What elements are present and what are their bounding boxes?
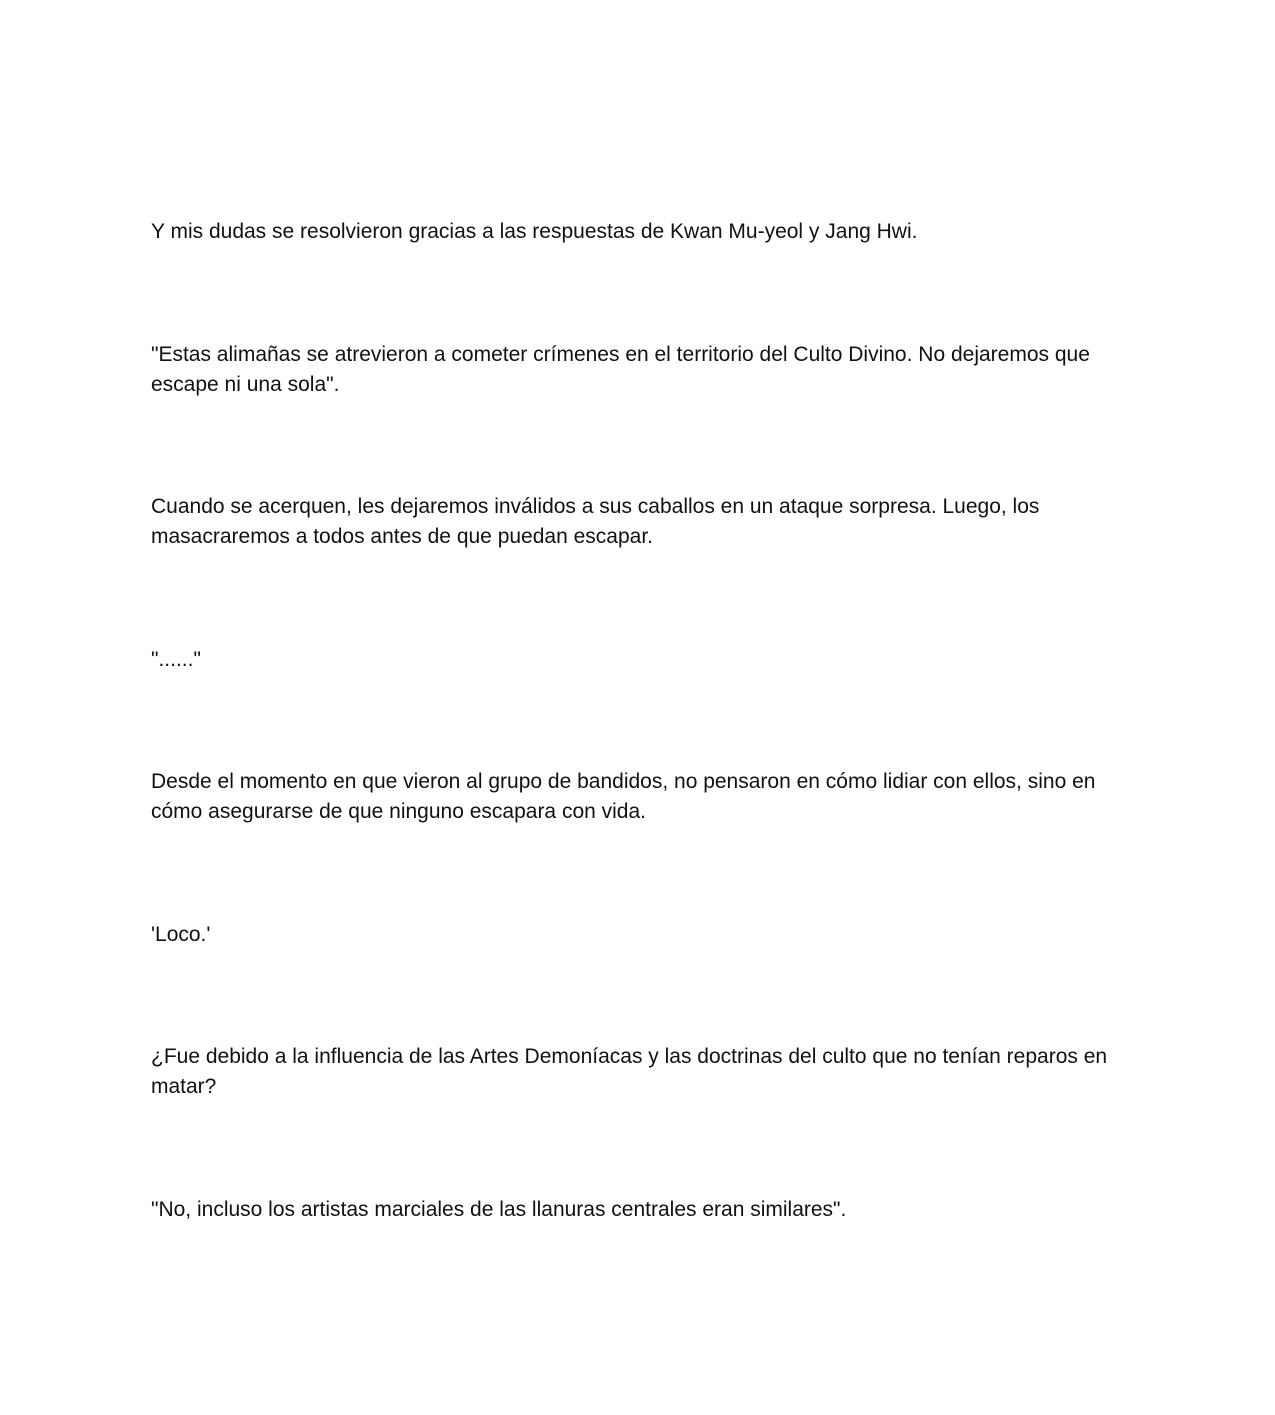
paragraph-7: ¿Fue debido a la influencia de las Artes Demoníacas y las doctrinas del culto que no tenían reparos en matar? (151, 1045, 1108, 1098)
paragraph-6: 'Loco.' (151, 923, 211, 946)
paragraph-1: Y mis dudas se resolvieron gracias a las respuestas de Kwan Mu-yeol y Jang Hwi. (151, 220, 918, 243)
paragraph-2: "Estas alimañas se atrevieron a cometer crímenes en el territorio del Culto Divino. No dejaremos que escape ni una sola". (151, 343, 1090, 396)
paragraph-5: Desde el momento en que vieron al grupo de bandidos, no pensaron en cómo lidiar con ellos, sino en cómo asegurarse de que ninguno escapara con vida. (151, 770, 1096, 823)
paragraph-8: "No, incluso los artistas marciales de las llanuras centrales eran similares". (151, 1198, 847, 1221)
paragraph-3: Cuando se acerquen, les dejaremos inválidos a sus caballos en un ataque sorpresa. Luego, los masacraremos a todos antes de que puedan escapar. (151, 495, 1040, 548)
paragraph-4: "......" (151, 648, 201, 671)
